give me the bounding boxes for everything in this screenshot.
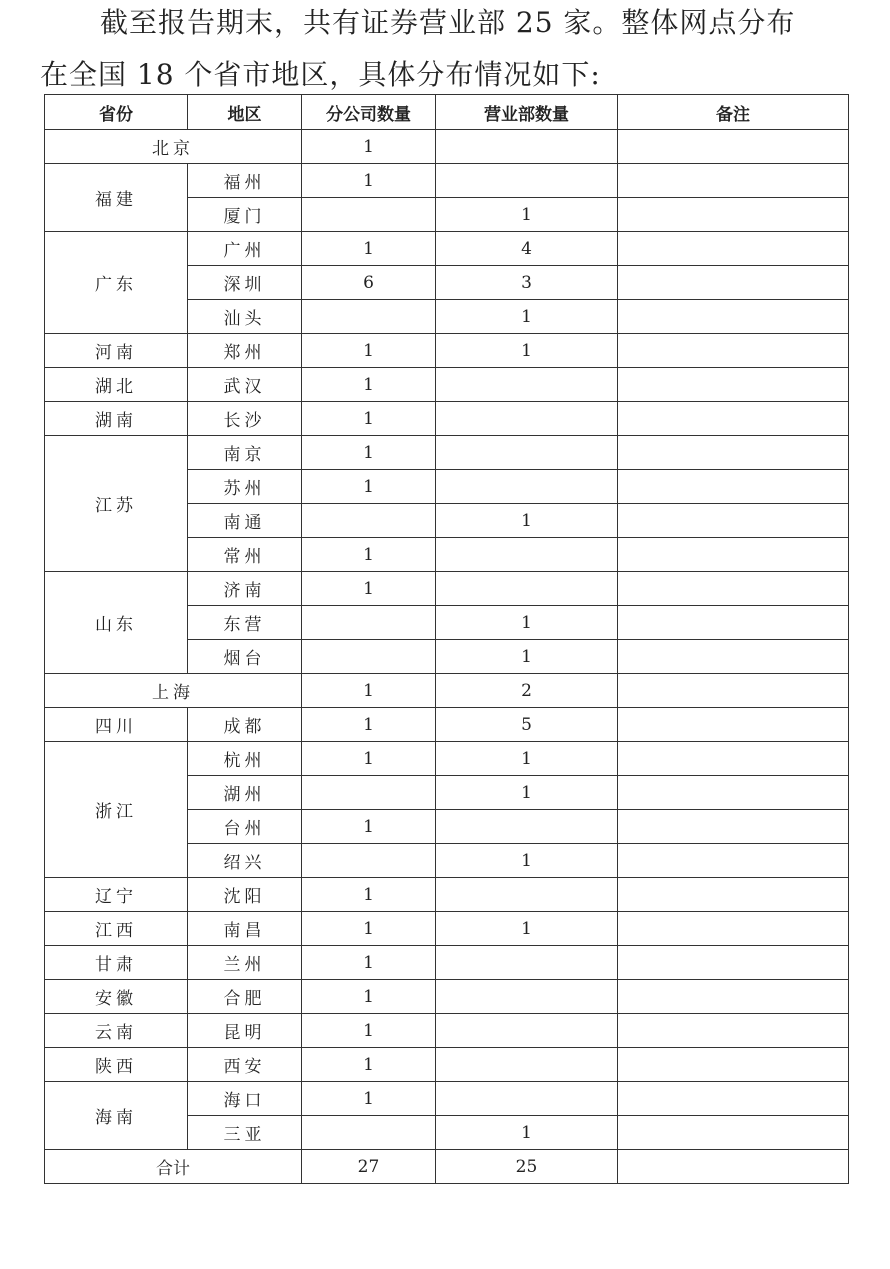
remarks-cell (618, 878, 849, 912)
table-row (45, 436, 849, 470)
remarks-cell (618, 640, 849, 674)
remarks-cell (618, 606, 849, 640)
branch-count-cell: 1 (302, 980, 436, 1014)
branch-count-cell: 1 (302, 742, 436, 776)
total-remarks (618, 1150, 849, 1184)
branch-count-cell: 1 (302, 130, 436, 164)
dept-count-cell: 4 (436, 232, 618, 266)
province-cell: 甘肃 (45, 946, 188, 980)
total-branch-count: 27 (302, 1150, 436, 1184)
remarks-cell (618, 198, 849, 232)
city-cell: 南通 (188, 504, 302, 538)
province-cell: 湖北 (45, 368, 188, 402)
dept-count-cell (436, 810, 618, 844)
table-row (45, 912, 849, 946)
province-cell: 广东 (45, 232, 188, 334)
dept-count-cell (436, 436, 618, 470)
remarks-cell (618, 232, 849, 266)
city-cell: 成都 (188, 708, 302, 742)
remarks-cell (618, 504, 849, 538)
branch-count-cell: 1 (302, 946, 436, 980)
province-cell: 福建 (45, 164, 188, 232)
total-dept-count: 25 (436, 1150, 618, 1184)
city-cell: 兰州 (188, 946, 302, 980)
branch-count-cell (302, 1116, 436, 1150)
remarks-cell (618, 946, 849, 980)
city-cell: 烟台 (188, 640, 302, 674)
remarks-cell (618, 164, 849, 198)
dept-count-cell (436, 368, 618, 402)
branch-count-cell: 1 (302, 878, 436, 912)
province-cell: 海南 (45, 1082, 188, 1150)
dept-count-cell (436, 572, 618, 606)
table-row (45, 1014, 849, 1048)
table-body (45, 130, 849, 1150)
branch-count-cell (302, 198, 436, 232)
table-row (45, 572, 849, 606)
remarks-cell (618, 334, 849, 368)
city-cell: 厦门 (188, 198, 302, 232)
branch-count-cell: 1 (302, 1048, 436, 1082)
branch-count-cell: 1 (302, 1082, 436, 1116)
dept-count-cell: 1 (436, 606, 618, 640)
dept-count-cell: 3 (436, 266, 618, 300)
branch-count-cell (302, 844, 436, 878)
dept-count-cell (436, 130, 618, 164)
province-cell: 江苏 (45, 436, 188, 572)
header-city: 地区 (188, 95, 302, 130)
city-cell: 郑州 (188, 334, 302, 368)
dept-count-cell: 1 (436, 742, 618, 776)
branch-count-cell: 1 (302, 912, 436, 946)
branch-count-cell (302, 504, 436, 538)
table-row (45, 708, 849, 742)
dept-count-cell: 5 (436, 708, 618, 742)
remarks-cell (618, 368, 849, 402)
remarks-cell (618, 1082, 849, 1116)
branch-count-cell: 1 (302, 538, 436, 572)
table-row (45, 402, 849, 436)
dept-count-cell: 1 (436, 1116, 618, 1150)
table-row (45, 946, 849, 980)
branch-count-cell (302, 640, 436, 674)
dept-count-cell: 1 (436, 300, 618, 334)
branch-count-cell: 1 (302, 436, 436, 470)
dept-count-cell (436, 538, 618, 572)
branch-count-cell: 1 (302, 470, 436, 504)
header-province: 省份 (45, 95, 188, 130)
remarks-cell (618, 844, 849, 878)
city-cell: 苏州 (188, 470, 302, 504)
dept-count-cell (436, 402, 618, 436)
province-cell: 山东 (45, 572, 188, 674)
city-cell: 西安 (188, 1048, 302, 1082)
remarks-cell (618, 1116, 849, 1150)
province-cell: 湖南 (45, 402, 188, 436)
dept-count-cell (436, 946, 618, 980)
remarks-cell (618, 402, 849, 436)
dept-count-cell (436, 164, 618, 198)
header-branch-count: 分公司数量 (302, 95, 436, 130)
branch-count-cell: 1 (302, 572, 436, 606)
total-row (45, 1150, 849, 1184)
branch-count-cell: 1 (302, 402, 436, 436)
dept-count-cell: 1 (436, 640, 618, 674)
dept-count-cell: 1 (436, 844, 618, 878)
remarks-cell (618, 810, 849, 844)
intro-line-1: 截至报告期末，共有证券营业部 25 家。整体网点分布 (100, 6, 796, 39)
branch-count-cell: 1 (302, 334, 436, 368)
remarks-cell (618, 470, 849, 504)
intro-line-2: 在全国 18 个省市地区，具体分布情况如下: (40, 58, 601, 91)
remarks-cell (618, 572, 849, 606)
total-label: 合计 (45, 1150, 302, 1184)
branch-count-cell: 1 (302, 708, 436, 742)
city-cell: 南昌 (188, 912, 302, 946)
province-cell: 浙江 (45, 742, 188, 878)
city-cell: 昆明 (188, 1014, 302, 1048)
remarks-cell (618, 776, 849, 810)
remarks-cell (618, 538, 849, 572)
branch-count-cell: 1 (302, 232, 436, 266)
remarks-cell (618, 1014, 849, 1048)
city-cell: 武汉 (188, 368, 302, 402)
remarks-cell (618, 742, 849, 776)
remarks-cell (618, 266, 849, 300)
province-cell: 江西 (45, 912, 188, 946)
dept-count-cell: 2 (436, 674, 618, 708)
province-cell: 陕西 (45, 1048, 188, 1082)
remarks-cell (618, 436, 849, 470)
province-cell: 河南 (45, 334, 188, 368)
dept-count-cell (436, 1014, 618, 1048)
dept-count-cell (436, 980, 618, 1014)
remarks-cell (618, 674, 849, 708)
dept-count-cell: 1 (436, 334, 618, 368)
city-cell: 长沙 (188, 402, 302, 436)
city-cell: 广州 (188, 232, 302, 266)
city-cell: 杭州 (188, 742, 302, 776)
city-cell: 三亚 (188, 1116, 302, 1150)
branch-count-cell (302, 606, 436, 640)
table-header-row (45, 95, 849, 130)
table-row (45, 232, 849, 266)
city-cell: 深圳 (188, 266, 302, 300)
city-cell: 东营 (188, 606, 302, 640)
remarks-cell (618, 980, 849, 1014)
remarks-cell (618, 708, 849, 742)
dept-count-cell (436, 470, 618, 504)
branch-count-cell (302, 300, 436, 334)
table-row (45, 1082, 849, 1116)
table-row (45, 334, 849, 368)
branch-count-cell: 1 (302, 674, 436, 708)
branch-count-cell (302, 776, 436, 810)
city-cell: 台州 (188, 810, 302, 844)
city-cell: 湖州 (188, 776, 302, 810)
table-row (45, 878, 849, 912)
remarks-cell (618, 1048, 849, 1082)
table-row (45, 742, 849, 776)
header-remarks: 备注 (618, 95, 849, 130)
dept-count-cell (436, 1048, 618, 1082)
branch-distribution-table (44, 94, 849, 1184)
dept-count-cell (436, 878, 618, 912)
city-cell: 福州 (188, 164, 302, 198)
province-cell: 辽宁 (45, 878, 188, 912)
province-cell: 安徽 (45, 980, 188, 1014)
city-cell: 合肥 (188, 980, 302, 1014)
province-cell: 四川 (45, 708, 188, 742)
dept-count-cell: 1 (436, 776, 618, 810)
branch-count-cell: 1 (302, 368, 436, 402)
table-row (45, 674, 849, 708)
table-row (45, 368, 849, 402)
remarks-cell (618, 300, 849, 334)
city-cell: 常州 (188, 538, 302, 572)
remarks-cell (618, 130, 849, 164)
province-cell: 北京 (45, 130, 302, 164)
province-cell: 云南 (45, 1014, 188, 1048)
table-row (45, 980, 849, 1014)
dept-count-cell: 1 (436, 912, 618, 946)
branch-count-cell: 1 (302, 810, 436, 844)
city-cell: 济南 (188, 572, 302, 606)
table-row (45, 1048, 849, 1082)
header-dept-count: 营业部数量 (436, 95, 618, 130)
remarks-cell (618, 912, 849, 946)
dept-count-cell (436, 1082, 618, 1116)
dept-count-cell: 1 (436, 198, 618, 232)
branch-count-cell: 1 (302, 164, 436, 198)
province-cell: 上海 (45, 674, 302, 708)
table-row (45, 130, 849, 164)
branch-count-cell: 1 (302, 1014, 436, 1048)
city-cell: 汕头 (188, 300, 302, 334)
dept-count-cell: 1 (436, 504, 618, 538)
branch-count-cell: 6 (302, 266, 436, 300)
city-cell: 沈阳 (188, 878, 302, 912)
city-cell: 绍兴 (188, 844, 302, 878)
city-cell: 海口 (188, 1082, 302, 1116)
city-cell: 南京 (188, 436, 302, 470)
table-row (45, 164, 849, 198)
